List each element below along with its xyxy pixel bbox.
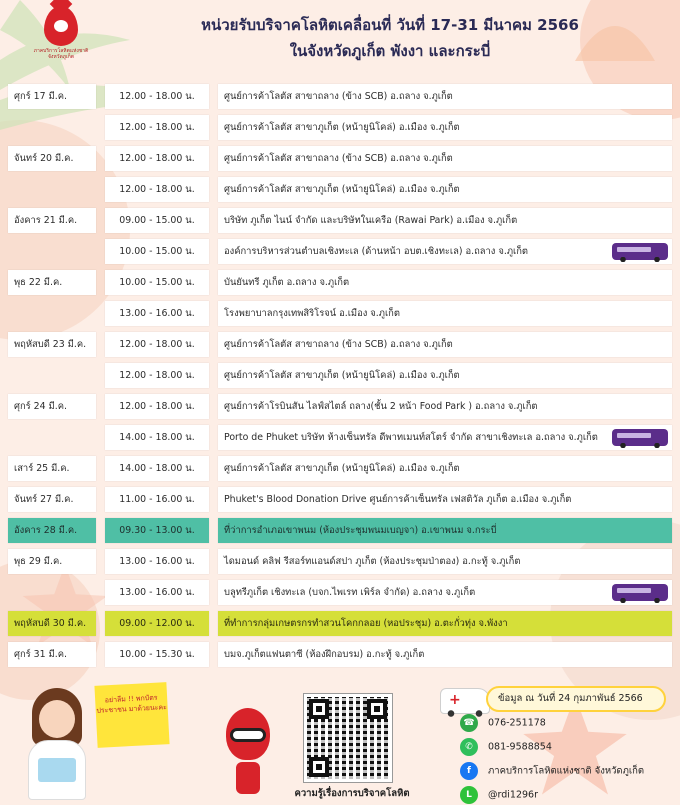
schedule-location [218,518,672,543]
phone-icon: ☎ [460,714,478,732]
schedule-row [8,146,672,171]
schedule-location [218,84,672,109]
schedule-day: ศุกร์ 17 มี.ค. [8,84,96,109]
schedule-location [218,580,672,605]
schedule-time: 12.00 - 18.00 น. [105,332,209,357]
schedule-location [218,487,672,512]
schedule-location-text: ไดมอนด์ คลิฟ รีสอร์ทแอนด์สปา ภูเก็ต (ห้องประชุมป่าตอง) อ.กะทู้ จ.ภูเก็ต [224,556,521,567]
schedule-location-text: ศูนย์การค้าโลตัส สาขาถลาง (ข้าง SCB) อ.ถลาง จ.ภูเก็ต [224,153,453,164]
schedule-location-text: บลูทรีภูเก็ต เชิงทะเล (บจก.ไพเรท เพิร์ล จำกัด) อ.ถลาง จ.ภูเก็ต [224,587,476,598]
schedule-day: ศุกร์ 31 มี.ค. [8,642,96,667]
schedule-row [8,425,672,450]
schedule-row [8,394,672,419]
schedule-time: 12.00 - 18.00 น. [105,177,209,202]
facebook-icon: f [460,762,478,780]
info-date: ข้อมูล ณ วันที่ 24 กุมภาพันธ์ 2566 [486,686,666,712]
schedule-location-text: ศูนย์การค้าโลตัส สาขาถลาง (ข้าง SCB) อ.ถลาง จ.ภูเก็ต [224,339,453,350]
schedule-time: 10.00 - 15.30 น. [105,642,209,667]
schedule-time: 13.00 - 16.00 น. [105,301,209,326]
schedule-day: พุธ 22 มี.ค. [8,270,96,295]
schedule-time: 12.00 - 18.00 น. [105,115,209,140]
schedule-table [8,84,672,673]
schedule-row [8,487,672,512]
schedule-row [8,456,672,481]
schedule-location [218,611,672,636]
contact-item[interactable] [460,738,552,757]
schedule-location [218,146,672,171]
blood-drop-icon [44,6,78,46]
contact-text: ภาคบริการโลหิตแห่งชาติ จังหวัดภูเก็ต [488,765,645,777]
line-icon: L [460,786,478,804]
schedule-location-text: โรงพยาบาลกรุงเทพสิริโรจน์ อ.เมือง จ.ภูเก็ต [224,308,400,319]
blood-service-logo [26,6,96,76]
schedule-location-text: ศูนย์การค้าโลตัส สาขาภูเก็ต (หน้ายูนิโคล่) อ.เมือง จ.ภูเก็ต [224,463,460,474]
schedule-day: พุธ 29 มี.ค. [8,549,96,574]
schedule-time: 09.00 - 15.00 น. [105,208,209,233]
schedule-time: 09.30 - 13.00 น. [105,518,209,543]
schedule-time: 13.00 - 16.00 น. [105,580,209,605]
schedule-location-text: ศูนย์การค้าโรบินสัน ไลฟ์สไตล์ ถลาง(ชั้น 2 หน้า Food Park ) อ.ถลาง จ.ภูเก็ต [224,401,538,412]
schedule-location [218,642,672,667]
schedule-location-text: องค์การบริหารส่วนตำบลเชิงทะเล (ด้านหน้า อบต.เชิงทะเล) อ.ถลาง จ.ภูเก็ต [224,246,528,257]
schedule-day: จันทร์ 20 มี.ค. [8,146,96,171]
schedule-time: 12.00 - 18.00 น. [105,84,209,109]
schedule-location [218,425,672,450]
schedule-location-text: ศูนย์การค้าโลตัส สาขาภูเก็ต (หน้ายูนิโคล่) อ.เมือง จ.ภูเก็ต [224,370,460,381]
contact-item[interactable] [460,762,644,781]
contact-item[interactable] [460,786,538,805]
schedule-location [218,239,672,264]
schedule-location-text: ที่ทำการกลุ่มเกษตรกรทำสวนโคกกลอย (หอประชุม) อ.ตะกั่วทุ่ง จ.พังงา [224,618,508,629]
schedule-row [8,84,672,109]
schedule-time: 10.00 - 15.00 น. [105,239,209,264]
schedule-row [8,518,672,543]
contact-text: 081-9588854 [488,741,552,753]
page-title [120,14,660,62]
qr-caption: ความรู้เรื่องการบริจาคโลหิต [294,788,410,799]
schedule-row [8,549,672,574]
schedule-day: ศุกร์ 24 มี.ค. [8,394,96,419]
schedule-location [218,363,672,388]
schedule-row [8,177,672,202]
blood-drop-mascot [218,708,278,798]
schedule-location-text: บันยันทรี ภูเก็ต อ.ถลาง จ.ภูเก็ต [224,277,350,288]
qr-code[interactable] [304,694,392,782]
schedule-day: เสาร์ 25 มี.ค. [8,456,96,481]
schedule-location [218,177,672,202]
schedule-time: 12.00 - 18.00 น. [105,394,209,419]
schedule-location-text: บริษัท ภูเก็ต ไนน์ จำกัด และบริษัทในเครือ (Rawai Park) อ.เมือง จ.ภูเก็ต [224,215,518,226]
footer [0,680,680,805]
mobile-bus-icon [612,429,668,446]
schedule-time: 14.00 - 18.00 น. [105,456,209,481]
contact-text: 076-251178 [488,717,546,729]
schedule-time: 13.00 - 16.00 น. [105,549,209,574]
whatsapp-icon: ✆ [460,738,478,756]
schedule-location [218,549,672,574]
logo-text: ภาคบริการโลหิตแห่งชาติ จังหวัดภูเก็ต [33,48,89,60]
schedule-row [8,363,672,388]
schedule-row [8,239,672,264]
schedule-row [8,270,672,295]
schedule-location [218,208,672,233]
schedule-time: 12.00 - 18.00 น. [105,146,209,171]
mobile-bus-icon [612,243,668,260]
schedule-location-text: ศูนย์การค้าโลตัส สาขาภูเก็ต (หน้ายูนิโคล่) อ.เมือง จ.ภูเก็ต [224,122,460,133]
schedule-location [218,115,672,140]
ambulance-icon [440,688,490,714]
title-line-2: ในจังหวัดภูเก็ต พังงา และกระบี่ [289,42,491,60]
schedule-row [8,301,672,326]
contact-text: @rdi1296r [488,789,538,801]
schedule-row [8,208,672,233]
schedule-location-text: ศูนย์การค้าโลตัส สาขาภูเก็ต (หน้ายูนิโคล่) อ.เมือง จ.ภูเก็ต [224,184,460,195]
schedule-row [8,580,672,605]
schedule-location-text: บมจ.ภูเก็ตแฟนตาซี (ห้องฝึกอบรม) อ.กะทู้ จ.ภูเก็ต [224,649,425,660]
schedule-location [218,456,672,481]
schedule-time: 10.00 - 15.00 น. [105,270,209,295]
nurse-illustration [22,688,92,800]
mobile-bus-icon [612,584,668,601]
schedule-location-text: Phuket's Blood Donation Drive ศูนย์การค้าเซ็นทรัล เฟสติวัล ภูเก็ต อ.เมือง จ.ภูเก็ต [224,494,572,505]
schedule-day: อังคาร 28 มี.ค. [8,518,96,543]
schedule-time: 12.00 - 18.00 น. [105,363,209,388]
schedule-row [8,115,672,140]
schedule-location-text: ที่ว่าการอำเภอเขาพนม (ห้องประชุมพนมเบญจา) อ.เขาพนม จ.กระบี่ [224,525,497,536]
schedule-day: พฤหัสบดี 30 มี.ค. [8,611,96,636]
schedule-location-text: Porto de Phuket บริษัท ห้างเซ็นทรัล ดีพาทเมนท์สโตร์ จำกัด สาขาเชิงทะเล อ.ถลาง จ.ภูเก็ต [224,432,598,443]
schedule-day: จันทร์ 27 มี.ค. [8,487,96,512]
schedule-day: พฤหัสบดี 23 มี.ค. [8,332,96,357]
contact-item[interactable] [460,714,546,733]
schedule-location-text: ศูนย์การค้าโลตัส สาขาถลาง (ข้าง SCB) อ.ถลาง จ.ภูเก็ต [224,91,453,102]
schedule-location [218,394,672,419]
schedule-location [218,270,672,295]
schedule-location [218,332,672,357]
schedule-row [8,642,672,667]
schedule-row [8,611,672,636]
id-card-reminder-note: อย่าลืม !! พกบัตรประชาชน มาด้วยนะคะ [94,682,169,748]
schedule-time: 11.00 - 16.00 น. [105,487,209,512]
schedule-time: 14.00 - 18.00 น. [105,425,209,450]
schedule-row [8,332,672,357]
schedule-location [218,301,672,326]
title-line-1: หน่วยรับบริจาคโลหิตเคลื่อนที่ วันที่ 17-31 มีนาคม 2566 [201,16,579,34]
schedule-time: 09.00 - 12.00 น. [105,611,209,636]
schedule-day: อังคาร 21 มี.ค. [8,208,96,233]
